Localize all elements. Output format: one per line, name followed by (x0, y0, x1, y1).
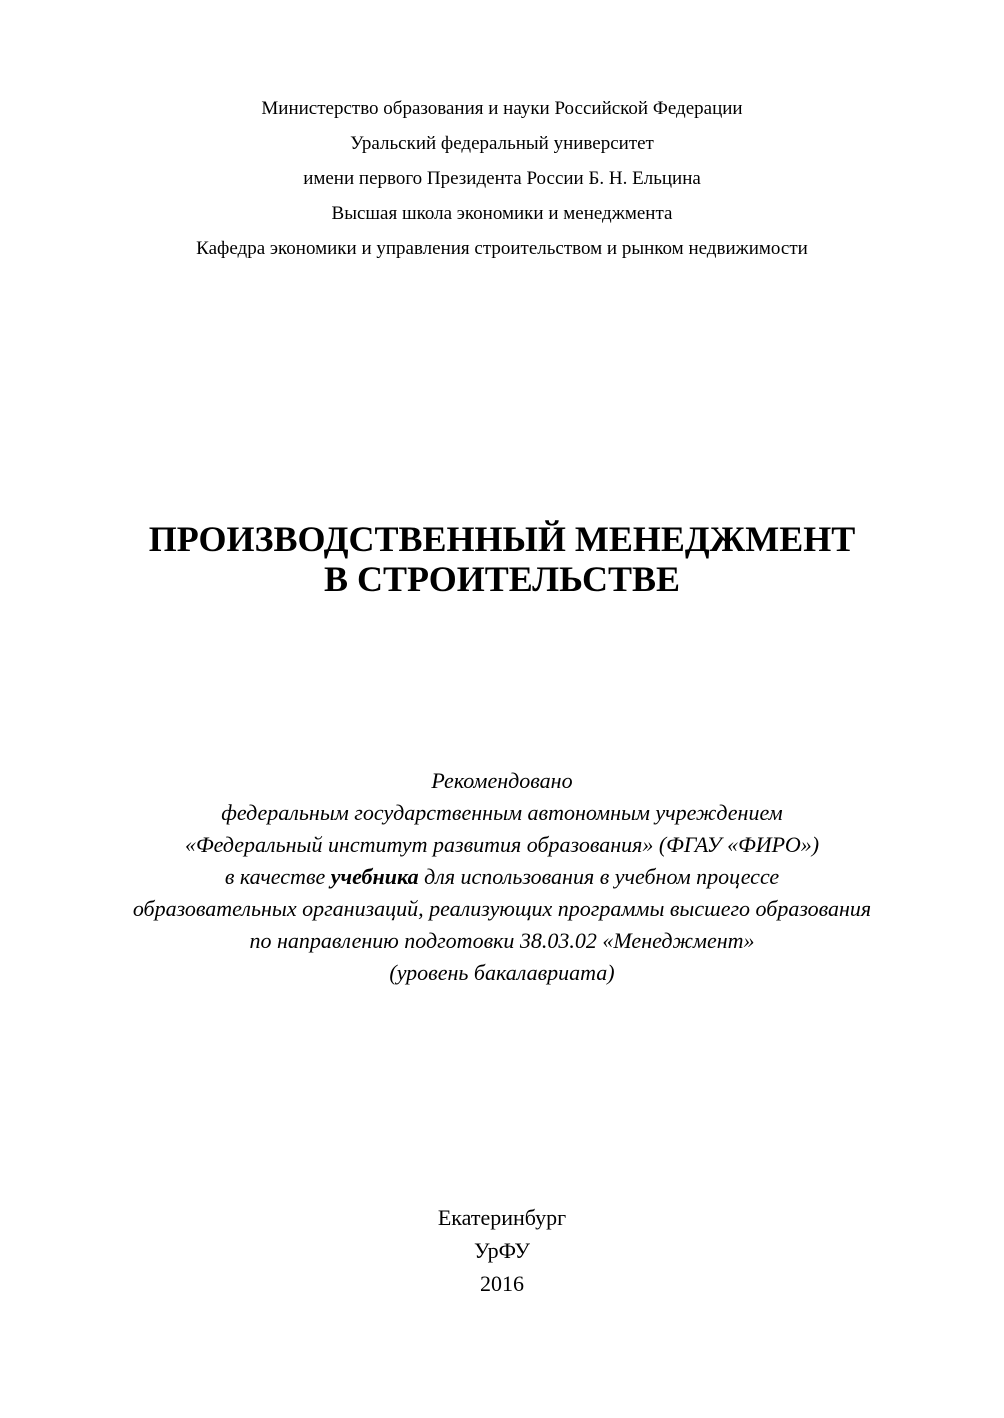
book-title (0, 519, 1004, 599)
university-line: Уральский федеральный университет (350, 133, 654, 154)
university-name-line: имени первого Президента России Б. Н. Ельцина (303, 168, 701, 189)
department-line: Кафедра экономики и управления строительством и рынком недвижимости (196, 238, 808, 259)
recommendation-line-4-bold: учебника (330, 864, 419, 889)
recommendation-line-4 (0, 861, 1004, 893)
imprint-city: Екатеринбург (437, 1205, 567, 1230)
school-line: Высшая школа экономики и менеджмента (331, 203, 673, 224)
imprint-publisher: УрФУ (474, 1238, 530, 1263)
recommendation-line-1: Рекомендовано (431, 768, 573, 793)
recommendation-line-2: федеральным государственным автономным учреждением (221, 800, 783, 825)
recommendation-block (0, 765, 1004, 989)
book-title-line-2: В СТРОИТЕЛЬСТВЕ (323, 559, 681, 599)
institution-header (0, 91, 1004, 266)
imprint-year: 2016 (480, 1271, 524, 1296)
recommendation-line-4-suffix: для использования в учебном процессе (424, 864, 780, 889)
recommendation-line-5: образовательных организаций, реализующих программы высшего образования (132, 896, 872, 921)
recommendation-line-4-prefix: в качестве (224, 864, 326, 889)
recommendation-line-6: по направлению подготовки 38.03.02 «Менеджмент» (249, 928, 755, 953)
ministry-line: Министерство образования и науки Российской Федерации (261, 98, 743, 119)
imprint (0, 1201, 1004, 1300)
book-title-line-1: ПРОИЗВОДСТВЕННЫЙ МЕНЕДЖМЕНТ (148, 519, 856, 559)
recommendation-line-7: (уровень бакалавриата) (389, 960, 615, 985)
recommendation-line-3: «Федеральный институт развития образования» (ФГАУ «ФИРО») (184, 832, 820, 857)
